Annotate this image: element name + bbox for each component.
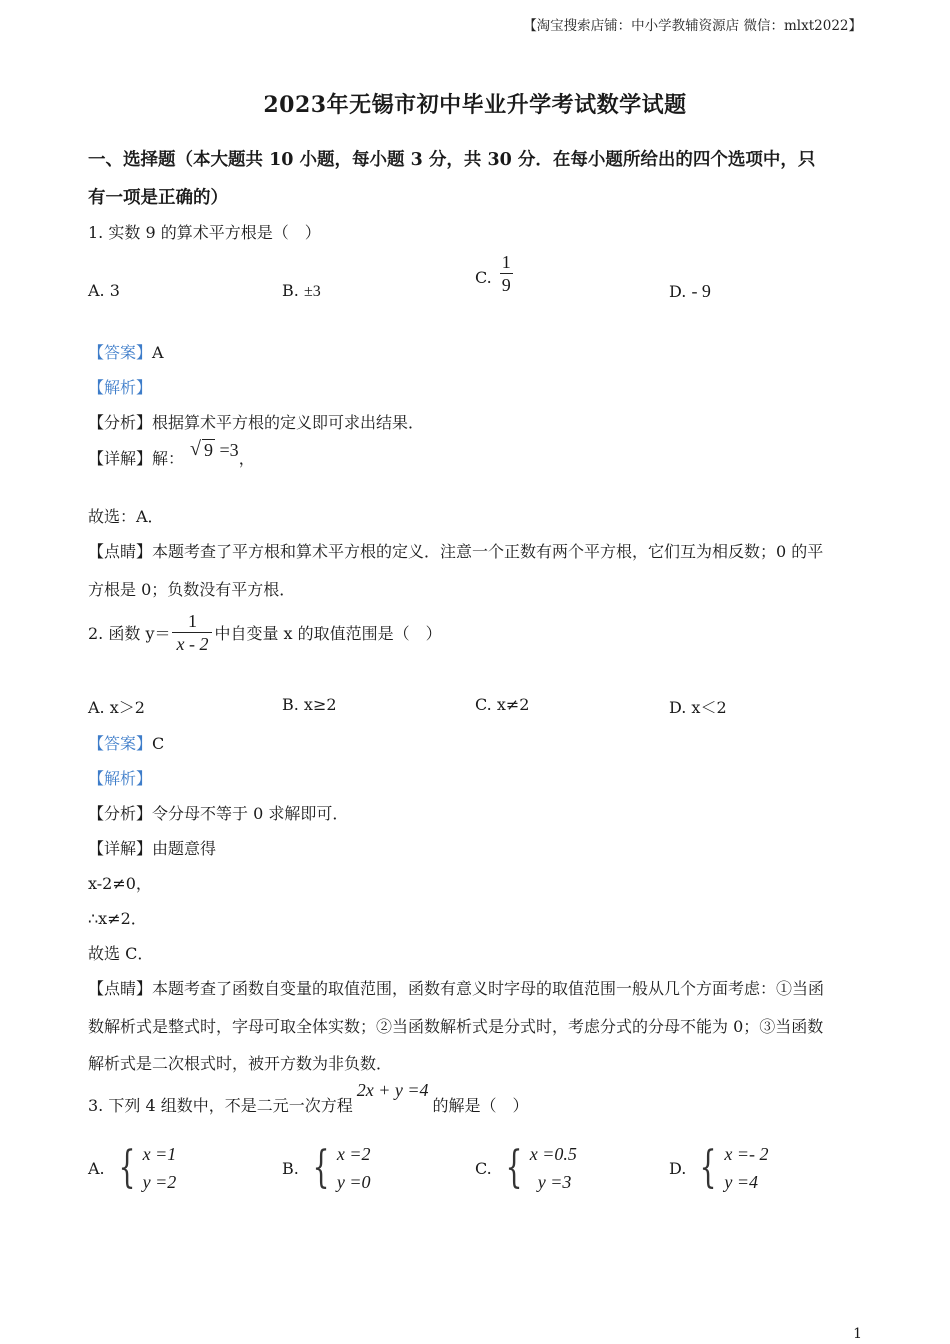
section-heading-line2: 有一项是正确的） bbox=[88, 188, 228, 208]
left-brace-icon: { bbox=[118, 1142, 136, 1193]
q1-option-c-fraction bbox=[500, 251, 513, 296]
q1-xiangjie-math bbox=[190, 440, 239, 461]
q1-dianjing-text1: 本题考查了平方根和算术平方根的定义．注意一个正数有两个平方根，它们互为相反数；0 的平 bbox=[152, 542, 824, 561]
q1-option-c-numerator: 1 bbox=[501, 252, 511, 272]
q2-step1: x-2≠0， bbox=[88, 874, 152, 893]
sqrt-symbol bbox=[190, 440, 215, 461]
q1-option-c bbox=[475, 251, 513, 296]
q1-stem: 1. 实数 9 的算术平方根是（ ） bbox=[88, 223, 321, 242]
page-title: 2023年无锡市初中毕业升学考试数学试题 bbox=[263, 92, 687, 118]
q1-answer-tag: 【答案】 bbox=[88, 343, 153, 362]
q3-option-c-line1: x =0.5 bbox=[529, 1144, 577, 1164]
q1-xiangjie-result: =3 bbox=[215, 440, 239, 460]
q2-dianjing-tag: 【点睛】 bbox=[88, 979, 153, 998]
q1-dianjing-tag: 【点睛】 bbox=[88, 542, 153, 561]
q2-answer-value: C bbox=[152, 734, 165, 753]
q2-xiangjie bbox=[88, 836, 216, 859]
q3-stem-pre: 3. 下列 4 组数中，不是二元一次方程 bbox=[88, 1096, 353, 1115]
q1-option-d-label: D. bbox=[669, 282, 687, 301]
q3-option-d-line2: y =4 bbox=[724, 1172, 758, 1192]
q3-equation: 2x + y =4 bbox=[356, 1080, 429, 1100]
q3-stem-post: 的解是（ ） bbox=[432, 1096, 529, 1115]
q2-option-c: C. x≠2 bbox=[475, 695, 530, 714]
q2-dianjing-text1: 本题考查了函数自变量的取值范围，函数有意义时字母的取值范围一般从几个方面考虑：①当函 bbox=[152, 979, 825, 998]
q1-fenxi-text: 根据算术平方根的定义即可求出结果． bbox=[152, 413, 425, 432]
q2-xiangjie-tag: 【详解】 bbox=[88, 839, 153, 858]
q1-option-d bbox=[669, 281, 711, 302]
q2-stem-pre: 2. 函数 y＝ bbox=[88, 623, 171, 643]
q2-dianjing-line2: 数解析式是整式时，字母可取全体实数；②当函数解析式是分式时，考虑分式的分母不能为 0；③当函数 bbox=[88, 1017, 824, 1036]
q1-xiangjie-radicand: 9 bbox=[204, 440, 214, 460]
q2-fraction-denominator: x - 2 bbox=[172, 632, 212, 655]
q1-option-c-label: C. bbox=[475, 268, 492, 287]
q2-option-d: D. x＜2 bbox=[669, 698, 727, 717]
q2-stem bbox=[88, 606, 442, 658]
q3-option-c-line2: y =3 bbox=[537, 1172, 572, 1192]
q2-analysis-tag: 【解析】 bbox=[88, 769, 153, 788]
q2-dianjing-line3: 解析式是二次根式时，被开方数为非负数． bbox=[88, 1054, 393, 1073]
q1-option-b-label: B. bbox=[282, 281, 299, 300]
q1-analysis-tag: 【解析】 bbox=[88, 378, 153, 397]
q2-fenxi-tag: 【分析】 bbox=[88, 804, 153, 823]
q2-fenxi-text: 令分母不等于 0 求解即可． bbox=[152, 804, 349, 823]
q3-option-b-line1: x =2 bbox=[336, 1144, 371, 1164]
q1-answer bbox=[88, 340, 164, 363]
q1-answer-value: A bbox=[152, 343, 164, 362]
q2-stem-post: 中自变量 x 的取值范围是（ ） bbox=[214, 623, 442, 643]
q1-dianjing-line1 bbox=[88, 539, 823, 562]
q1-option-a: A. 3 bbox=[88, 281, 120, 300]
q2-guxuan: 故选 C． bbox=[88, 944, 154, 963]
q3-option-a-system bbox=[113, 1140, 177, 1196]
q3-option-a-label: A. bbox=[88, 1158, 105, 1178]
q1-option-c-denominator: 9 bbox=[501, 275, 511, 295]
q1-xiangjie-end: ， bbox=[238, 449, 255, 468]
section-heading-line1: 一、选择题（本大题共 10 小题，每小题 3 分，共 30 分．在每小题所给出的四个选项中，只 bbox=[88, 150, 816, 170]
q1-option-b bbox=[282, 281, 321, 301]
q2-option-b: B. x≥2 bbox=[282, 695, 337, 714]
q1-option-d-value: - 9 bbox=[691, 281, 711, 301]
q3-option-d bbox=[669, 1140, 768, 1196]
q2-fraction-numerator: 1 bbox=[187, 610, 197, 631]
q3-option-b-label: B. bbox=[282, 1158, 299, 1178]
q1-guxuan: 故选：A． bbox=[88, 507, 164, 526]
q2-fraction bbox=[172, 610, 212, 655]
q3-option-b bbox=[282, 1140, 370, 1196]
q3-option-b-system bbox=[307, 1140, 371, 1196]
q2-dianjing-line1 bbox=[88, 976, 824, 999]
q1-option-b-value: ±3 bbox=[303, 283, 321, 300]
q3-option-a-line2: y =2 bbox=[142, 1172, 177, 1192]
q3-option-c bbox=[475, 1140, 577, 1196]
q3-option-c-system bbox=[500, 1140, 577, 1196]
q3-option-a bbox=[88, 1140, 176, 1196]
q2-answer-tag: 【答案】 bbox=[88, 734, 153, 753]
left-brace-icon: { bbox=[699, 1142, 717, 1193]
q2-fenxi bbox=[88, 801, 348, 824]
header-note: 【淘宝搜索店铺：中小学教辅资源店 微信：mlxt2022】 bbox=[523, 18, 862, 34]
left-brace-icon: { bbox=[312, 1142, 330, 1193]
page-number: 1 bbox=[853, 1326, 862, 1342]
q3-option-d-label: D. bbox=[669, 1158, 687, 1178]
q2-option-a: A. x＞2 bbox=[88, 698, 145, 717]
q3-option-b-line2: y =0 bbox=[336, 1172, 371, 1192]
q1-fenxi-tag: 【分析】 bbox=[88, 413, 153, 432]
q2-step2: ∴x≠2． bbox=[88, 909, 147, 928]
q3-option-d-line1: x =- 2 bbox=[724, 1144, 769, 1164]
q1-xiangjie-pre: 解： bbox=[152, 449, 185, 468]
q1-xiangjie-tag: 【详解】 bbox=[88, 449, 153, 468]
q1-dianjing-line2: 方根是 0；负数没有平方根． bbox=[88, 580, 296, 599]
q1-fenxi bbox=[88, 410, 424, 433]
q3-option-a-line1: x =1 bbox=[142, 1144, 177, 1164]
q3-option-c-label: C. bbox=[475, 1158, 492, 1178]
q2-xiangjie-text: 由题意得 bbox=[152, 839, 217, 858]
left-brace-icon: { bbox=[505, 1142, 523, 1193]
q3-stem bbox=[88, 1080, 529, 1122]
q1-xiangjie bbox=[88, 440, 255, 471]
q2-answer bbox=[88, 731, 164, 754]
q3-option-d-system bbox=[694, 1140, 768, 1196]
